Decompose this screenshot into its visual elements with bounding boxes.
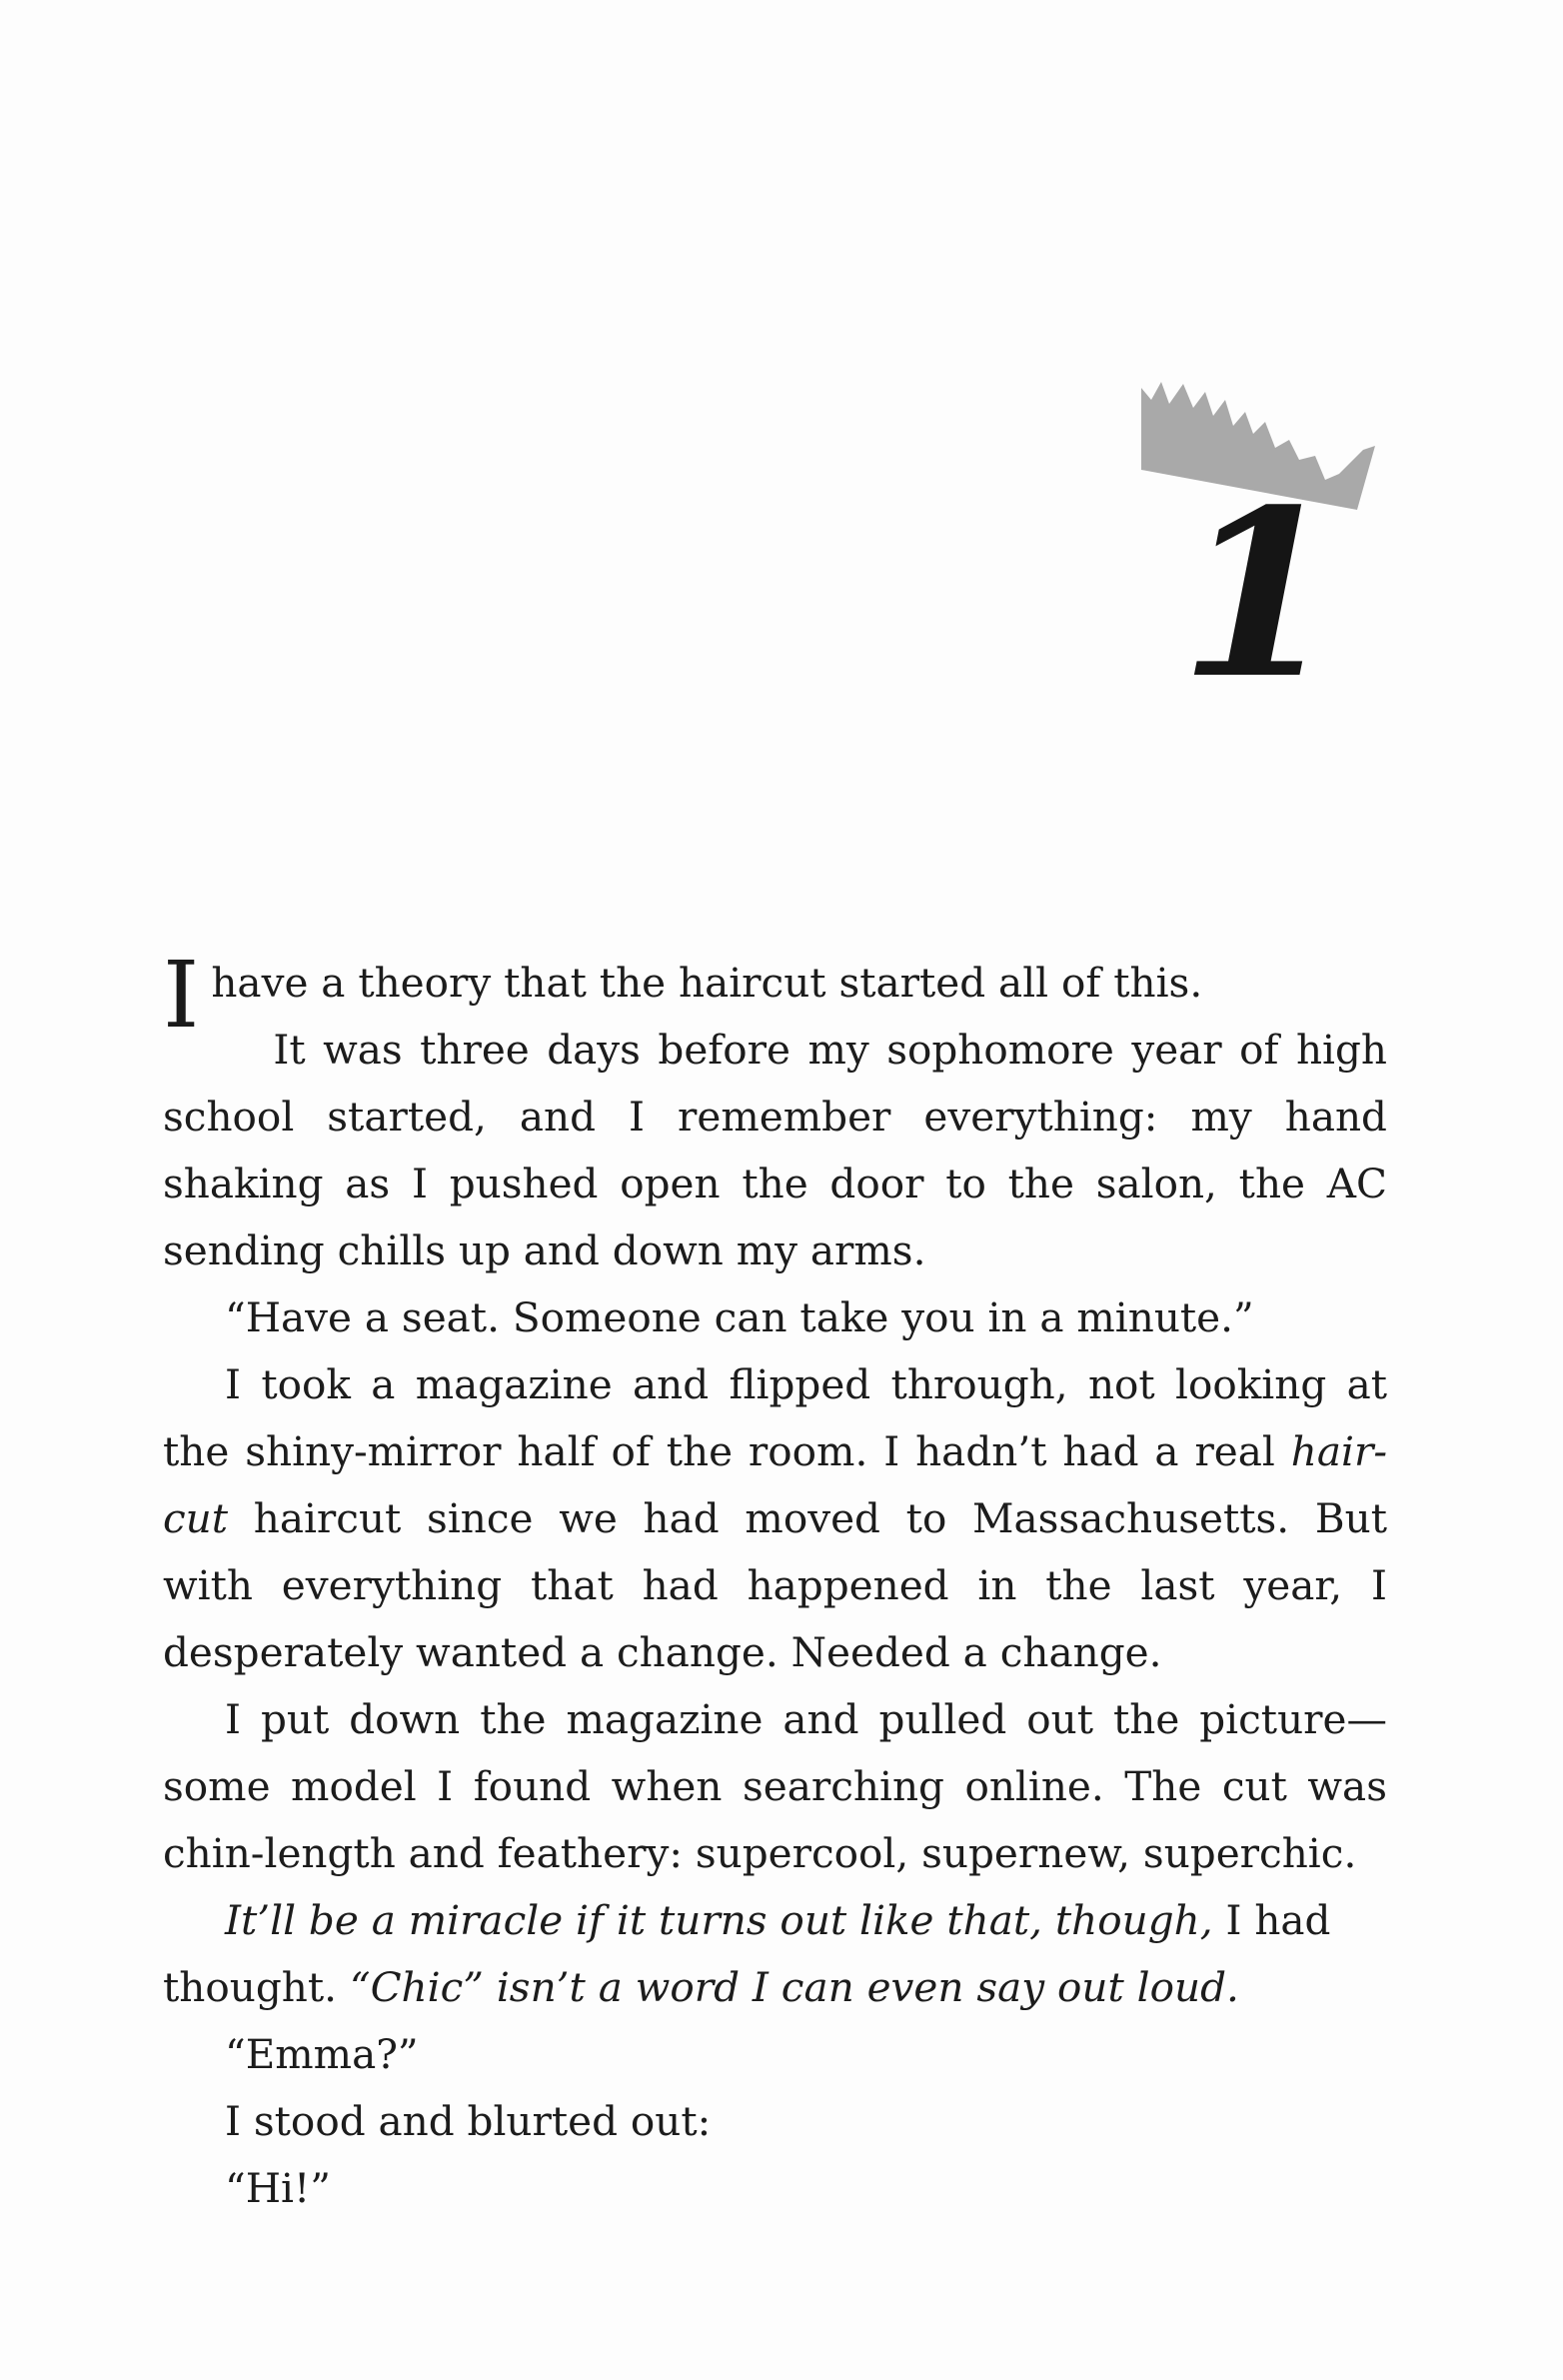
paragraph xyxy=(163,1686,1387,1887)
paragraph xyxy=(163,2088,1387,2155)
paragraph xyxy=(163,2155,1387,2222)
paragraph-text: “Hi!” xyxy=(225,2164,331,2212)
paragraph-text: have a theory that the haircut started all of this. xyxy=(211,959,1203,1007)
paragraph xyxy=(163,942,1387,1049)
paragraph-text: It was three days before my sophomore year of high school started, and I remember everything: my hand shaking as I pushed open the door to the salon, the AC sending chills up and down my arms. xyxy=(163,1026,1387,1274)
chapter-heading xyxy=(1139,370,1379,700)
emphasis-text: haircut xyxy=(163,1427,1387,1542)
drop-cap: I xyxy=(163,942,200,1049)
paragraph xyxy=(163,1351,1387,1686)
thought-text: It’ll be a miracle if it turns out like that, though, xyxy=(225,1896,1213,1944)
paragraph-text: I took a magazine and flipped through, not looking at the shiny-mirror half of the room. I hadn’t had a real xyxy=(163,1360,1387,1475)
paragraph xyxy=(163,1887,1387,2021)
paragraph-text: “Emma?” xyxy=(225,2030,419,2078)
chapter-number xyxy=(1139,490,1379,700)
paragraph xyxy=(163,1284,1387,1351)
paragraph-text: I had thought. xyxy=(163,1896,1331,2011)
crown-icon xyxy=(1139,370,1379,510)
paragraph xyxy=(163,2021,1387,2088)
chapter-text xyxy=(163,942,1387,2222)
paragraph-text: haircut since we had moved to Massachusetts. But with everything that had happened in the last year, I desperately wanted a change. Needed a change. xyxy=(163,1494,1387,1676)
paragraph-text: “Have a seat. Someone can take you in a minute.” xyxy=(225,1293,1254,1341)
paragraph xyxy=(163,1017,1387,1284)
paragraph-text: I stood and blurted out: xyxy=(225,2097,712,2145)
svg-text:1: 1 xyxy=(1178,490,1340,700)
thought-text: “Chic” isn’t a word I can even say out loud. xyxy=(349,1963,1239,2011)
paragraph-text: I put down the magazine and pulled out the picture—some model I found when searching online. The cut was chin-length and feathery: supercool, supernew, superchic. xyxy=(163,1695,1387,1877)
